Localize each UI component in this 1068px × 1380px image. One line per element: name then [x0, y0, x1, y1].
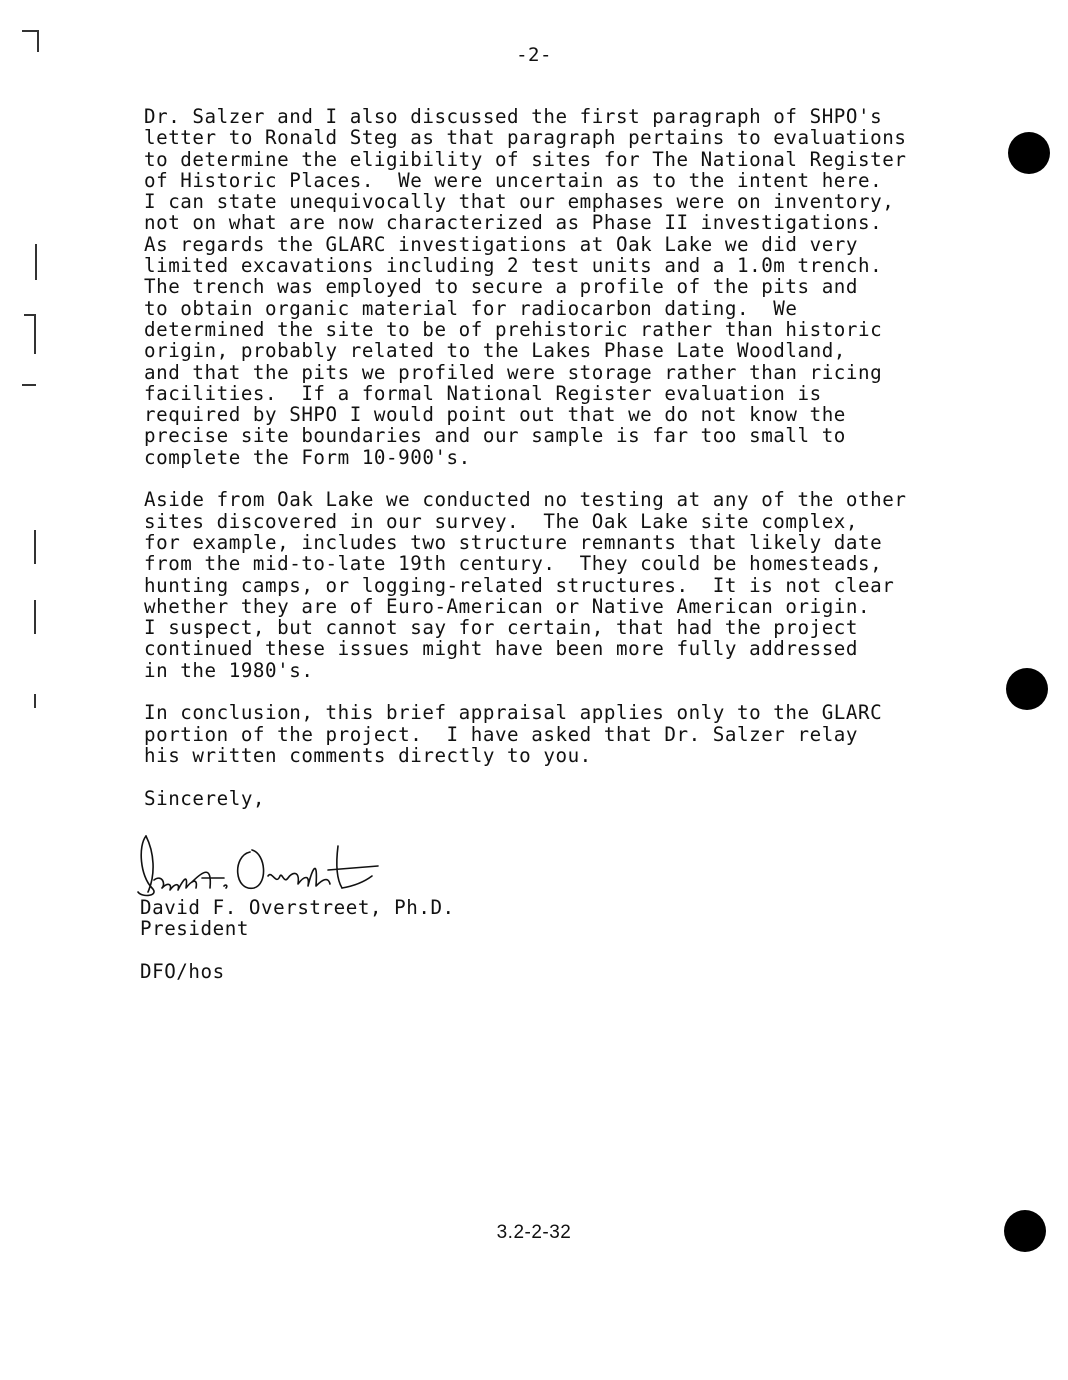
text-line: I suspect, but cannot say for certain, that had the project: [144, 616, 859, 640]
closing-salutation: Sincerely,: [144, 786, 266, 810]
text-line: whether they are of Euro-American or Native American origin.: [144, 594, 871, 618]
text-line: letter to Ronald Steg as that paragraph pertains to evaluations: [144, 126, 907, 150]
text-line: I can state unequivocally that our emphases were on inventory,: [144, 190, 895, 214]
text-line: Dr. Salzer and I also discussed the first paragraph of SHPO's: [144, 105, 883, 128]
punch-hole: [1006, 668, 1048, 710]
text-line: for example, includes two structure remnants that likely date: [144, 530, 883, 554]
text-line: his written comments directly to you.: [144, 743, 592, 767]
text-line: hunting camps, or logging-related structures. It is not clear: [144, 573, 895, 597]
handwritten-signature: [132, 826, 392, 906]
text-line: In conclusion, this brief appraisal applies only to the GLARC: [144, 701, 883, 725]
text-line: complete the Form 10-900's.: [144, 445, 471, 469]
scan-mark: [34, 314, 36, 354]
text-line: precise site boundaries and our sample is far too small to: [144, 424, 846, 448]
scan-mark: [34, 530, 36, 564]
text-line: origin, probably related to the Lakes Phase Late Woodland,: [144, 339, 846, 363]
text-line: As regards the GLARC investigations at Oak Lake we did very: [144, 232, 859, 256]
scan-mark: [22, 30, 38, 32]
text-line: continued these issues might have been more fully addressed: [144, 637, 859, 661]
punch-hole: [1008, 132, 1050, 174]
text-line: in the 1980's.: [144, 658, 314, 682]
scan-mark: [24, 314, 34, 316]
text-line: facilities. If a formal National Register evaluation is: [144, 381, 822, 405]
scan-mark: [34, 600, 36, 634]
text-line: portion of the project. I have asked that Dr. Salzer relay: [144, 722, 859, 746]
paragraph-1: [144, 106, 964, 468]
scan-mark: [22, 384, 36, 386]
text-line: of Historic Places. We were uncertain as to the intent here.: [144, 168, 883, 192]
text-line: sites discovered in our survey. The Oak Lake site complex,: [144, 509, 859, 533]
signature-block: [140, 897, 455, 940]
scan-mark: [34, 694, 36, 708]
punch-hole: [1004, 1210, 1046, 1252]
paragraph-2: [144, 489, 964, 681]
text-line: Aside from Oak Lake we conducted no testing at any of the other: [144, 488, 907, 512]
document-code: 3.2-2-32: [496, 1222, 572, 1243]
signer-name: David F. Overstreet, Ph.D.: [140, 896, 455, 919]
page-number: -2-: [516, 44, 552, 66]
text-line: to determine the eligibility of sites for The National Register: [144, 147, 907, 171]
text-line: The trench was employed to secure a profile of the pits and: [144, 275, 859, 299]
text-line: not on what are now characterized as Phase II investigations.: [144, 211, 883, 235]
text-line: determined the site to be of prehistoric rather than historic: [144, 317, 883, 341]
scan-mark: [37, 30, 39, 52]
paragraph-3: [144, 702, 964, 766]
typist-initials: DFO/hos: [140, 960, 225, 983]
text-line: from the mid-to-late 19th century. They could be homesteads,: [144, 552, 883, 576]
scan-mark: [35, 244, 37, 280]
text-line: limited excavations including 2 test units and a 1.0m trench.: [144, 254, 883, 278]
text-line: to obtain organic material for radiocarbon dating. We: [144, 296, 798, 320]
letter-body: [144, 106, 964, 851]
text-line: and that the pits we profiled were storage rather than ricing: [144, 360, 883, 384]
signer-title: President: [140, 917, 249, 941]
text-line: required by SHPO I would point out that we do not know the: [144, 403, 846, 427]
